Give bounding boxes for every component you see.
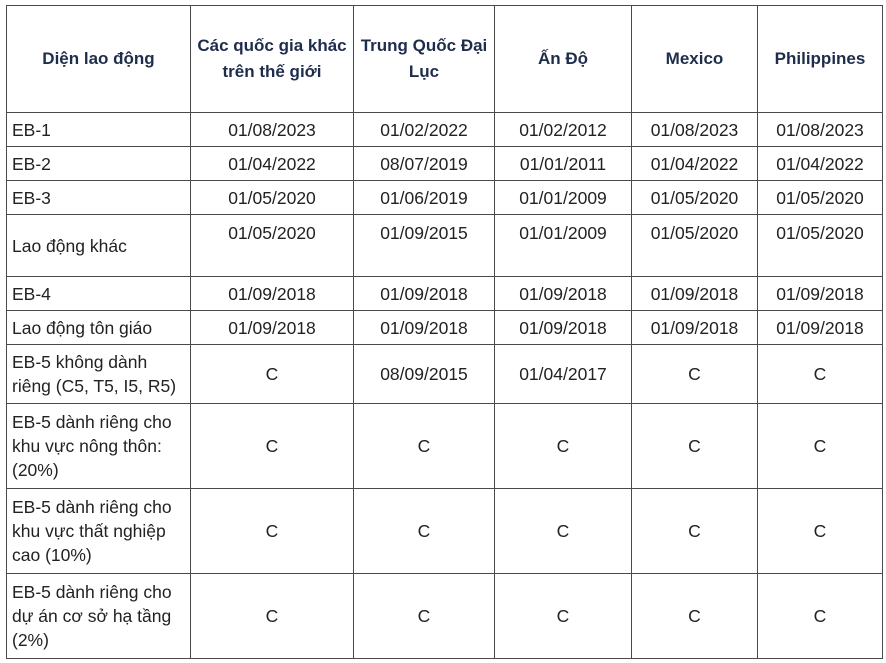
row-label: EB-2 (7, 147, 191, 181)
cell-value: C (354, 489, 495, 574)
cell-value: 01/05/2020 (632, 181, 758, 215)
table-row (7, 574, 883, 659)
header-china: Trung Quốc Đại Lục (354, 6, 495, 113)
header-row (7, 6, 883, 113)
visa-bulletin-table (6, 5, 883, 659)
header-other-countries: Các quốc gia khác trên thế giới (191, 6, 354, 113)
table-row (7, 215, 883, 277)
row-label: EB-1 (7, 113, 191, 147)
cell-value: 01/05/2020 (758, 181, 883, 215)
cell-value: 01/08/2023 (632, 113, 758, 147)
cell-value: C (354, 574, 495, 659)
visa-bulletin-table-container (6, 5, 883, 659)
row-label: EB-4 (7, 277, 191, 311)
table-row (7, 147, 883, 181)
cell-value: 01/09/2018 (758, 277, 883, 311)
row-label: EB-5 dành riêng cho khu vực nông thôn: (20%) (7, 404, 191, 489)
table-row (7, 489, 883, 574)
cell-value: 01/01/2011 (495, 147, 632, 181)
table-row (7, 181, 883, 215)
cell-value: C (191, 574, 354, 659)
row-label: EB-5 không dành riêng (C5, T5, I5, R5) (7, 345, 191, 404)
cell-value: C (495, 404, 632, 489)
cell-value: 01/09/2018 (191, 311, 354, 345)
cell-value: 01/09/2018 (495, 311, 632, 345)
header-category: Diện lao động (7, 6, 191, 113)
cell-value: 01/09/2018 (632, 311, 758, 345)
cell-value: 01/01/2009 (495, 181, 632, 215)
cell-value: C (758, 345, 883, 404)
cell-value: C (354, 404, 495, 489)
cell-value: 01/05/2020 (758, 215, 883, 277)
cell-value: C (632, 574, 758, 659)
cell-value: 01/08/2023 (191, 113, 354, 147)
cell-value: 01/05/2020 (191, 181, 354, 215)
cell-value: 01/09/2015 (354, 215, 495, 277)
cell-value: C (191, 489, 354, 574)
table-row (7, 404, 883, 489)
cell-value: C (632, 489, 758, 574)
row-label: Lao động tôn giáo (7, 311, 191, 345)
cell-value: 01/05/2020 (191, 215, 354, 277)
row-label: EB-5 dành riêng cho dự án cơ sở hạ tầng (2%) (7, 574, 191, 659)
cell-value: 01/02/2022 (354, 113, 495, 147)
cell-value: 01/09/2018 (191, 277, 354, 311)
header-india: Ấn Độ (495, 6, 632, 113)
cell-value: C (758, 489, 883, 574)
cell-value: 01/08/2023 (758, 113, 883, 147)
cell-value: C (632, 345, 758, 404)
table-row (7, 277, 883, 311)
cell-value: 01/09/2018 (495, 277, 632, 311)
row-label: EB-5 dành riêng cho khu vực thất nghiệp cao (10%) (7, 489, 191, 574)
cell-value: 01/04/2022 (632, 147, 758, 181)
cell-value: C (495, 574, 632, 659)
cell-value: 01/09/2018 (354, 311, 495, 345)
cell-value: 01/09/2018 (354, 277, 495, 311)
row-label: EB-3 (7, 181, 191, 215)
cell-value: 01/04/2017 (495, 345, 632, 404)
table-row (7, 345, 883, 404)
row-label: Lao động khác (7, 215, 191, 277)
cell-value: 01/06/2019 (354, 181, 495, 215)
cell-value: 01/09/2018 (632, 277, 758, 311)
cell-value: C (191, 345, 354, 404)
table-row (7, 311, 883, 345)
cell-value: 08/07/2019 (354, 147, 495, 181)
cell-value: 08/09/2015 (354, 345, 495, 404)
cell-value: C (191, 404, 354, 489)
cell-value: 01/04/2022 (758, 147, 883, 181)
cell-value: C (632, 404, 758, 489)
cell-value: C (495, 489, 632, 574)
cell-value: C (758, 404, 883, 489)
cell-value: 01/05/2020 (632, 215, 758, 277)
table-row (7, 113, 883, 147)
cell-value: 01/01/2009 (495, 215, 632, 277)
cell-value: C (758, 574, 883, 659)
cell-value: 01/04/2022 (191, 147, 354, 181)
header-philippines: Philippines (758, 6, 883, 113)
cell-value: 01/09/2018 (758, 311, 883, 345)
header-mexico: Mexico (632, 6, 758, 113)
cell-value: 01/02/2012 (495, 113, 632, 147)
